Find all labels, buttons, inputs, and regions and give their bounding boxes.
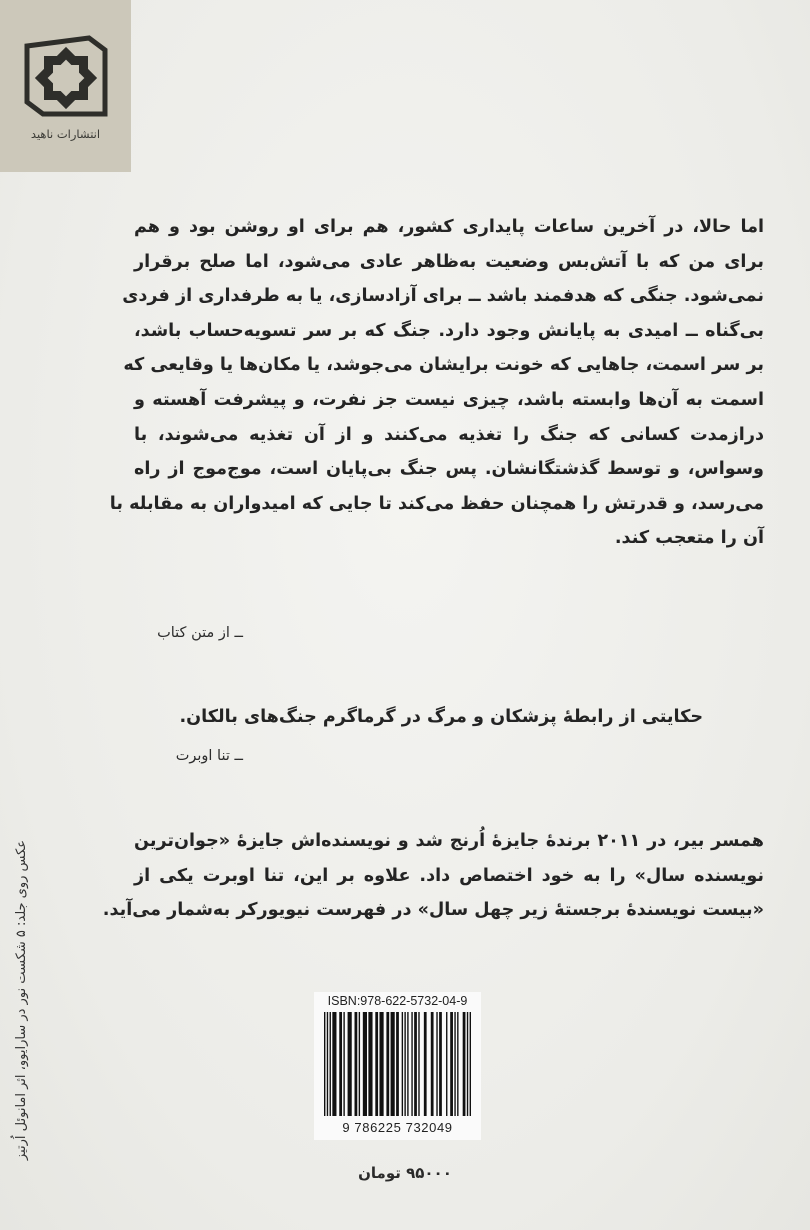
excerpt-line: بر سر اسمت، جاهایی که خونت برایشان می‌جوشد، یا مکان‌ها یا وقایعی که — [123, 355, 764, 376]
barcode-bar — [457, 1012, 458, 1116]
isbn-label: ISBN:978-622-5732-04-9 — [327, 994, 468, 1008]
barcode-bar — [436, 1012, 437, 1116]
barcode-bar — [450, 1012, 453, 1116]
excerpt-line: اما حالا، در آخرین ساعات پایداری کشور، هم برای او روشن بود و هم — [134, 217, 764, 237]
excerpt-line: نمی‌شود. جنگی که هدفمند باشد ــ برای آزادسازی، یا به طرفداری از فردی — [122, 286, 764, 307]
barcode-bar — [339, 1012, 342, 1116]
barcode-bar — [463, 1012, 466, 1116]
barcode-bar — [439, 1012, 442, 1116]
barcode-bar — [470, 1012, 471, 1116]
barcode-bar — [454, 1012, 455, 1116]
barcode-bar — [375, 1012, 378, 1116]
barcode-bar — [379, 1012, 383, 1116]
barcode-bar — [467, 1012, 468, 1116]
barcode-bar — [418, 1012, 419, 1116]
excerpt-attribution: ــ از متن کتاب — [157, 625, 243, 641]
barcode-bar — [431, 1012, 434, 1116]
barcode-bar — [355, 1012, 358, 1116]
barcode-bar — [363, 1012, 367, 1116]
barcode-bar — [330, 1012, 331, 1116]
review-attribution: ــ تنا اوبرت — [175, 748, 243, 764]
barcode-bar — [327, 1012, 328, 1116]
excerpt-line: بی‌گناه ــ امیدی به پایانش وجود دارد. جنگ که بر سر تسویه‌حساب باشد، — [134, 320, 764, 341]
bio-line: نویسنده سال» را به خود اختصاص داد. علاوه بر این، تنا اوبرت یکی از — [134, 865, 764, 886]
barcode-bar — [386, 1012, 389, 1116]
excerpt-paragraph — [109, 210, 764, 556]
barcode-bar — [402, 1012, 403, 1116]
price-label: ۹۵۰۰۰ تومان — [358, 1164, 452, 1182]
barcode-bar — [411, 1012, 412, 1116]
barcode-bar — [332, 1012, 336, 1116]
excerpt-line: برای من که با آتش‌بس وضعیت به‌ظاهر عادی می‌شود، اما صلح برقرار — [134, 251, 764, 272]
barcode-bar — [359, 1012, 360, 1116]
barcode-digits: 9 786225 732049 — [342, 1120, 453, 1135]
review-quote: حکایتی از رابطهٔ پزشکان و مرگ در گرماگرم جنگ‌های بالکان. — [179, 707, 703, 727]
bio-line: همسر بیر، در ۲۰۱۱ برندهٔ جایزهٔ اُرنج شد و نویسنده‌اش جایزهٔ «جوان‌ترین — [134, 831, 764, 851]
eight-pointed-star-book-icon — [19, 30, 111, 122]
bio-line: «بیست نویسندهٔ برجستهٔ زیر چهل سال» در فهرست نیویورکر به‌شمار می‌آید. — [102, 900, 764, 921]
barcode-bar — [343, 1012, 344, 1116]
publisher-name: انتشارات ناهید — [30, 127, 101, 141]
excerpt-line: وسواس، و توسط گذشتگانشان. پس جنگ بی‌پایان است، موج‌موج از راه — [134, 459, 764, 480]
cover-photo-credit: عکس روی جلد: ۵ شکست نور در سارایوو، اثر امانوئل اُرتیز — [14, 839, 29, 1161]
author-bio-paragraph — [102, 824, 764, 928]
publisher-logo-block — [0, 0, 131, 172]
excerpt-line: می‌رسد، و قدرتش را همچنان حفظ می‌کند تا جایی که امیدواران به مقابله با — [109, 493, 764, 514]
barcode-bar — [407, 1012, 408, 1116]
barcode-bar — [404, 1012, 405, 1116]
isbn-barcode — [314, 992, 481, 1140]
barcode-bar — [324, 1012, 325, 1116]
barcode-bar — [368, 1012, 372, 1116]
excerpt-line: اسمت به آن‌ها وابسته باشد، چیزی نیست جز نفرت، و پیشرفت آهسته و — [134, 389, 764, 410]
excerpt-line: آن را متعجب کند. — [614, 528, 764, 549]
barcode-bar — [446, 1012, 447, 1116]
barcode-bar — [414, 1012, 417, 1116]
barcode-bar — [348, 1012, 352, 1116]
barcode-bar — [424, 1012, 427, 1116]
barcode-bar — [391, 1012, 395, 1116]
barcode-bars — [322, 1012, 473, 1118]
excerpt-line: درازمدت کسانی که جنگ را تغذیه می‌کنند و از آن تغذیه می‌شوند، با — [134, 424, 764, 445]
barcode-bar — [396, 1012, 399, 1116]
